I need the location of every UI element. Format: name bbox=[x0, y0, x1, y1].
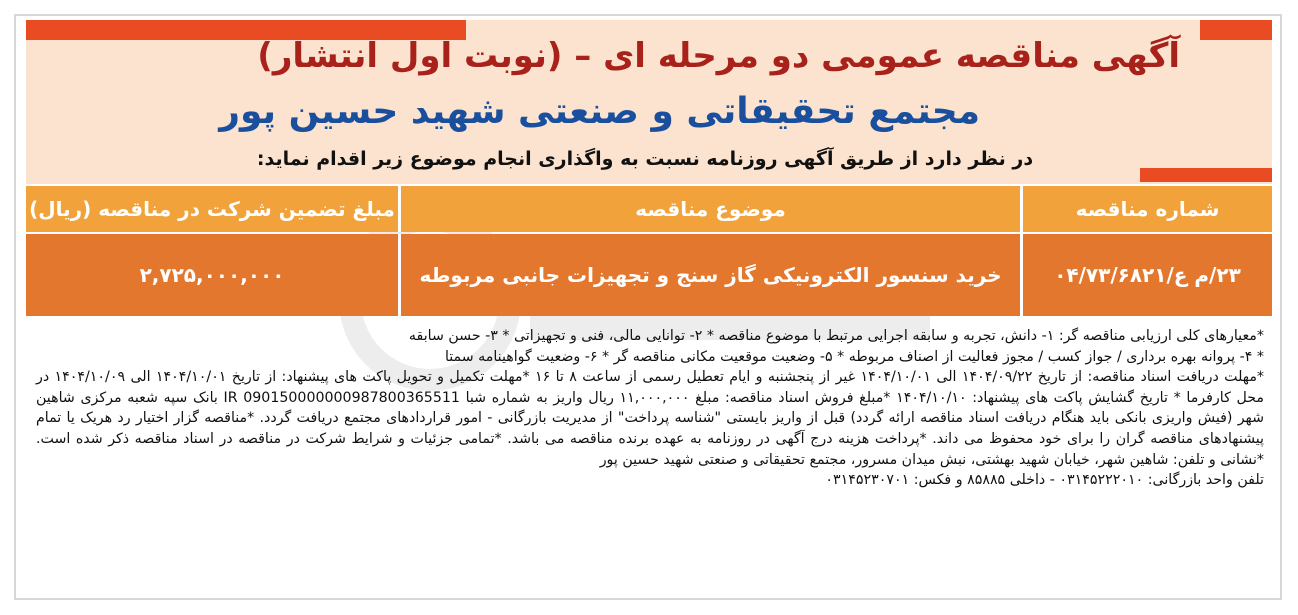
organization-name: مجتمع تحقیقاتی و صنعتی شهید حسین پور bbox=[219, 91, 980, 132]
tender-table-row bbox=[26, 234, 1272, 316]
tender-subject: خرید سنسور الکترونیکی گاز سنج و تجهیزات جانبی مربوطه bbox=[398, 234, 1020, 316]
criteria-line-1: *معیارهای کلی ارزیابی مناقصه گر: ۱- دانش، تجربه و سابقه اجرایی مرتبط با موضوع مناقصه * ۲- توانایی مالی، فنی و تجهیزاتی * ۳- حسن سابقه bbox=[408, 328, 1264, 344]
tender-conditions: *مهلت دریافت اسناد مناقصه: از تاریخ ۱۴۰۴/۰۹/۲۲ الی ۱۴۰۴/۱۰/۰۱ غیر از پنجشنبه و ایام تعطیل رسمی از ساعت ۸ تا ۱۶ *مهلت تکمیل و تحویل پاکت های پیشنهاد: از تاریخ ۱۴۰۴/۱۰/۰۱ الی ۱۴۰۴/۱۰/۰۹ در محل کارفرما * تاریخ گشایش پاکت های پیشنهاد: ۱۴۰۴/۱۰/۱۰ *مبلغ فروش اسناد مناقصه: مبلغ ۱۱,۰۰۰,۰۰۰ ریال واریز به شماره شبا IR 090150000000987800365511 بانک سپه شعبه مرکزی شاهین شهر (فیش واریزی بانکی باید هنگام دریافت اسناد مناقصه ارائه گردد) قبل از واریز بایستی "شناسه پرداخت" از مدیریت بازرگانی - امور قراردادهای مجتمع دریافت گردد. *مناقصه گزار اختیار رد هریک یا تمام پیشنهادهای مناقصه گران را برای خود محفوظ می داند. *پرداخت هزینه درج آگهی در روزنامه به عهده برنده مناقصه می باشد. *تمامی جزئیات و شرایط شرکت در مناقصه در اسناد مناقصه ذکر شده است. *نشانی و تلفن: شاهین شهر، خیابان شهید بهشتی، نبش میدان مسرور، مجتمع تحقیقاتی و صنعتی شهید حسین پور bbox=[36, 369, 1265, 468]
header-tender-subject: موضوع مناقصه bbox=[398, 186, 1020, 232]
ad-title: آگهی مناقصه عمومی دو مرحله ای – (نوبت اول انتشار) bbox=[257, 36, 1180, 76]
header-tender-number: شماره مناقصه bbox=[1020, 186, 1272, 232]
criteria-line-2: * ۴- پروانه بهره برداری / جواز کسب / مجوز فعالیت از اصناف مربوطه * ۵- وضعیت موقعیت مکانی مناقصه گر * ۶- وضعیت گواهینامه سمتا bbox=[444, 348, 1264, 365]
intro-line: در نظر دارد از طریق آگهی روزنامه نسبت به واگذاری انجام موضوع زیر اقدام نماید: bbox=[256, 148, 1034, 170]
tender-details bbox=[36, 326, 1264, 590]
tender-number: ۲۳/م ع/۰۴/۷۳/۶۸۲۱ bbox=[1020, 234, 1272, 316]
guarantee-amount: ۲,۷۲۵,۰۰۰,۰۰۰ bbox=[26, 234, 398, 316]
header-accent-bar-right bbox=[1200, 20, 1272, 40]
contact-phone: تلفن واحد بازرگانی: ۰۳۱۴۵۲۲۲۰۱۰ - داخلی ۸۵۸۸۵ و فکس: ۰۳۱۴۵۲۳۰۷۰۱ bbox=[825, 472, 1264, 489]
header-guarantee-amount: مبلغ تضمین شرکت در مناقصه (ریال) bbox=[26, 186, 398, 232]
tender-table-header bbox=[26, 186, 1272, 232]
